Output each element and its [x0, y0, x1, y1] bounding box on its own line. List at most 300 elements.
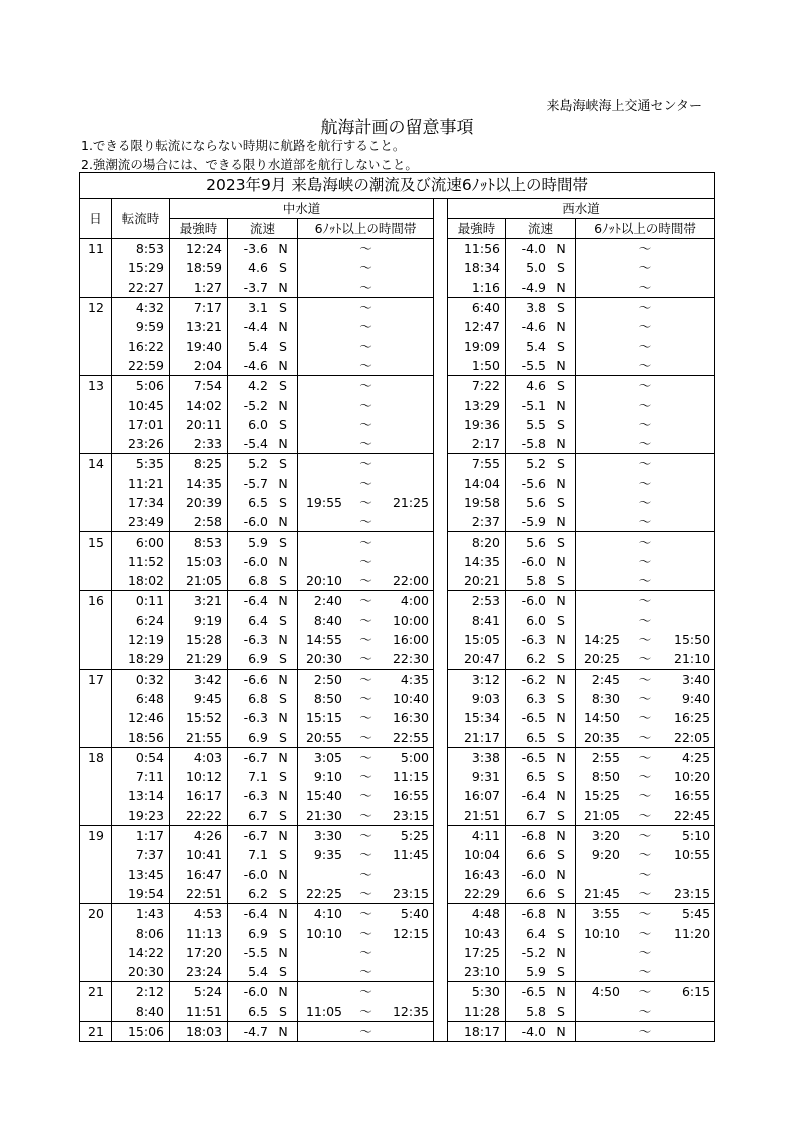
tilde-mark: ～	[359, 847, 372, 863]
column-gap	[434, 649, 448, 669]
naka-direction: N	[278, 475, 288, 491]
nishi-max-time-cell: 14:04	[448, 474, 506, 493]
naka-max-time-cell: 20:39	[170, 493, 228, 512]
turn-time-cell: 20:30	[112, 962, 170, 982]
naka-max-time-cell: 15:28	[170, 630, 228, 649]
tilde-mark: ～	[638, 514, 652, 530]
naka-window-to: 5:25	[400, 828, 429, 844]
table-title: 2023年9月 来島海峡の潮流及び流速6ﾉｯﾄ以上の時間帯	[80, 173, 715, 199]
turn-time-cell: 1:43	[112, 904, 170, 924]
naka-speed-value: -5.2	[243, 397, 268, 413]
naka-max-time-cell: 21:55	[170, 727, 228, 747]
nishi-speed-cell	[506, 962, 576, 982]
naka-speed-cell	[228, 356, 298, 376]
turn-time-cell: 10:45	[112, 395, 170, 414]
table-row	[80, 727, 715, 747]
naka-max-time-cell: 22:22	[170, 806, 228, 826]
nishi-window-cell	[576, 1002, 715, 1022]
nishi-direction: N	[556, 749, 566, 765]
day-cell: 15	[80, 532, 112, 552]
naka-max-time-cell: 19:40	[170, 336, 228, 355]
tilde-mark: ～	[359, 436, 372, 452]
naka-max-time-cell: 4:03	[170, 747, 228, 767]
nishi-window-cell	[576, 395, 715, 414]
nishi-window-from: 21:05	[583, 807, 620, 823]
nishi-max-time-cell: 15:05	[448, 630, 506, 649]
nishi-direction: N	[556, 397, 566, 413]
naka-window-to: 22:55	[392, 729, 429, 745]
nishi-window-to: 10:20	[674, 769, 711, 785]
naka-speed-value: 3.1	[248, 300, 268, 316]
table-row	[80, 767, 715, 786]
naka-speed-value: -6.7	[243, 828, 268, 844]
tilde-mark: ～	[638, 710, 652, 726]
day-cell	[80, 336, 112, 355]
turn-time-cell: 13:14	[112, 786, 170, 805]
nishi-speed-value: 6.6	[526, 885, 546, 901]
nishi-window-from: 20:35	[583, 729, 620, 745]
column-gap	[434, 258, 448, 277]
naka-speed-value: -6.3	[243, 788, 268, 804]
naka-window-to: 23:15	[392, 807, 429, 823]
naka-direction: N	[278, 828, 288, 844]
naka-direction: N	[278, 436, 288, 452]
turn-time-cell: 19:23	[112, 806, 170, 826]
nishi-speed-value: 6.4	[526, 925, 546, 941]
naka-speed-value: -5.4	[243, 436, 268, 452]
organization-name: 来島海峡海上交通センター	[546, 99, 702, 114]
table-row	[80, 532, 715, 552]
nishi-max-time-cell: 22:29	[448, 884, 506, 904]
naka-speed-value: 6.9	[248, 729, 268, 745]
turn-time-cell: 5:35	[112, 454, 170, 474]
table-row	[80, 845, 715, 864]
tilde-mark: ～	[359, 984, 372, 1000]
turn-time-cell: 7:11	[112, 767, 170, 786]
naka-direction: S	[279, 612, 287, 628]
tilde-mark: ～	[359, 690, 372, 706]
nishi-window-from: 4:50	[591, 984, 620, 1000]
naka-direction: S	[279, 925, 287, 941]
naka-speed-value: 5.2	[248, 456, 268, 472]
nishi-speed-cell	[506, 239, 576, 259]
naka-speed-value: -6.4	[243, 906, 268, 922]
nishi-speed-value: 5.9	[526, 964, 546, 980]
nishi-speed-value: 5.8	[526, 573, 546, 589]
naka-max-time-cell: 10:12	[170, 767, 228, 786]
turn-time-cell: 14:22	[112, 943, 170, 962]
table-row	[80, 669, 715, 689]
nishi-speed-cell	[506, 611, 576, 630]
nishi-window-to: 11:20	[674, 925, 711, 941]
naka-window-to: 4:35	[400, 671, 429, 687]
tilde-mark: ～	[359, 475, 372, 491]
nishi-direction: N	[556, 828, 566, 844]
tilde-mark: ～	[638, 828, 652, 844]
column-gap	[434, 611, 448, 630]
table-row	[80, 1021, 715, 1041]
tilde-mark: ～	[638, 671, 652, 687]
note-2: 2.強潮流の場合には、できる限り水道部を航行しないこと。	[81, 157, 418, 172]
tilde-mark: ～	[638, 984, 652, 1000]
nishi-direction: S	[557, 651, 565, 667]
nishi-speed-value: 6.5	[526, 769, 546, 785]
nishi-direction: N	[556, 984, 566, 1000]
naka-window-from: 9:35	[313, 847, 342, 863]
nishi-speed-value: 5.8	[526, 1003, 546, 1019]
nishi-speed-value: -4.0	[521, 241, 546, 257]
table-row	[80, 943, 715, 962]
day-cell	[80, 923, 112, 942]
naka-max-time-cell: 14:02	[170, 395, 228, 414]
tilde-mark: ～	[638, 593, 652, 609]
nishi-speed-value: 5.6	[526, 534, 546, 550]
tilde-mark: ～	[359, 456, 372, 472]
nishi-window-cell	[576, 512, 715, 532]
tilde-mark: ～	[359, 338, 372, 354]
tilde-mark: ～	[638, 729, 652, 745]
naka-direction: S	[279, 378, 287, 394]
naka-speed-value: -5.5	[243, 944, 268, 960]
naka-window-cell	[298, 591, 434, 611]
column-gap	[434, 552, 448, 571]
tilde-mark: ～	[638, 553, 652, 569]
tilde-mark: ～	[359, 1024, 372, 1040]
day-cell: 13	[80, 376, 112, 396]
nishi-speed-value: -6.5	[521, 984, 546, 1000]
day-cell: 12	[80, 297, 112, 317]
naka-max-time-cell: 11:51	[170, 1002, 228, 1022]
nishi-speed-value: -6.5	[521, 749, 546, 765]
turn-time-cell: 15:06	[112, 1021, 170, 1041]
naka-window-cell	[298, 708, 434, 727]
tilde-mark: ～	[638, 534, 652, 550]
nishi-direction: S	[557, 495, 565, 510]
nishi-direction: S	[557, 573, 565, 589]
nishi-speed-cell	[506, 571, 576, 591]
turn-time-cell: 17:01	[112, 415, 170, 434]
naka-speed-cell	[228, 591, 298, 611]
naka-window-cell	[298, 806, 434, 826]
nishi-speed-value: -6.4	[521, 788, 546, 804]
naka-direction: N	[278, 279, 288, 295]
naka-speed-cell	[228, 376, 298, 396]
nishi-max-time-cell: 2:17	[448, 434, 506, 454]
tilde-mark: ～	[359, 260, 372, 276]
nishi-window-from: 21:45	[583, 885, 620, 901]
nishi-speed-cell	[506, 747, 576, 767]
tilde-mark: ～	[359, 925, 372, 941]
nishi-speed-value: -5.9	[521, 514, 546, 530]
nishi-window-cell	[576, 649, 715, 669]
tilde-mark: ～	[359, 729, 372, 745]
tilde-mark: ～	[638, 749, 652, 765]
naka-direction: S	[279, 651, 287, 667]
naka-speed-cell	[228, 297, 298, 317]
header-turn: 転流時	[112, 199, 170, 239]
day-cell	[80, 962, 112, 982]
naka-window-cell	[298, 962, 434, 982]
nishi-max-time-cell: 7:22	[448, 376, 506, 396]
table-row	[80, 395, 715, 414]
nishi-speed-cell	[506, 884, 576, 904]
nishi-max-time-cell: 8:20	[448, 532, 506, 552]
nishi-direction: N	[556, 319, 566, 335]
turn-time-cell: 7:37	[112, 845, 170, 864]
nishi-speed-cell	[506, 689, 576, 708]
naka-speed-value: 6.8	[248, 690, 268, 706]
naka-window-cell	[298, 474, 434, 493]
nishi-direction: S	[557, 847, 565, 863]
nishi-direction: N	[556, 514, 566, 530]
turn-time-cell: 0:11	[112, 591, 170, 611]
tilde-mark: ～	[359, 357, 372, 373]
column-gap	[434, 1002, 448, 1022]
nishi-speed-cell	[506, 395, 576, 414]
tilde-mark: ～	[359, 788, 372, 804]
naka-window-cell	[298, 923, 434, 942]
table-row	[80, 923, 715, 942]
tilde-mark: ～	[359, 378, 372, 394]
naka-max-time-cell: 21:29	[170, 649, 228, 669]
nishi-speed-value: -6.8	[521, 828, 546, 844]
nishi-window-cell	[576, 943, 715, 962]
day-cell	[80, 434, 112, 454]
table-row	[80, 415, 715, 434]
tilde-mark: ～	[359, 514, 372, 530]
table-row	[80, 434, 715, 454]
naka-window-from: 2:40	[313, 593, 342, 609]
column-gap	[434, 884, 448, 904]
column-gap	[434, 767, 448, 786]
naka-window-cell	[298, 1002, 434, 1022]
turn-time-cell: 18:56	[112, 727, 170, 747]
day-cell: 17	[80, 669, 112, 689]
tilde-mark: ～	[638, 475, 652, 491]
nishi-speed-cell	[506, 297, 576, 317]
nishi-direction: S	[557, 807, 565, 823]
nishi-direction: S	[557, 612, 565, 628]
nishi-speed-value: -5.5	[521, 357, 546, 373]
nishi-max-time-cell: 9:03	[448, 689, 506, 708]
nishi-speed-cell	[506, 1021, 576, 1041]
nishi-speed-cell	[506, 825, 576, 845]
nishi-window-cell	[576, 689, 715, 708]
nishi-window-to: 22:05	[674, 729, 711, 745]
naka-window-cell	[298, 943, 434, 962]
day-cell	[80, 884, 112, 904]
column-gap	[434, 630, 448, 649]
nishi-speed-value: 6.2	[526, 651, 546, 667]
tilde-mark: ～	[359, 710, 372, 726]
nishi-speed-cell	[506, 454, 576, 474]
nishi-speed-cell	[506, 767, 576, 786]
turn-time-cell: 8:53	[112, 239, 170, 259]
tilde-mark: ～	[638, 357, 652, 373]
turn-time-cell: 0:32	[112, 669, 170, 689]
naka-max-time-cell: 14:35	[170, 474, 228, 493]
tilde-mark: ～	[359, 885, 372, 901]
nishi-speed-value: 4.6	[526, 378, 546, 394]
nishi-direction: S	[557, 378, 565, 394]
naka-speed-value: -4.4	[243, 319, 268, 335]
naka-speed-cell	[228, 982, 298, 1002]
nishi-window-cell	[576, 786, 715, 805]
day-cell	[80, 611, 112, 630]
naka-direction: N	[278, 593, 288, 609]
nishi-direction: N	[556, 788, 566, 804]
nishi-window-from: 20:25	[583, 651, 620, 667]
nishi-max-time-cell: 11:28	[448, 1002, 506, 1022]
naka-window-cell	[298, 297, 434, 317]
column-gap	[434, 904, 448, 924]
naka-window-from: 9:10	[313, 769, 342, 785]
table-row	[80, 258, 715, 277]
naka-max-time-cell: 18:59	[170, 258, 228, 277]
table-row	[80, 591, 715, 611]
table-row	[80, 825, 715, 845]
nishi-direction: S	[557, 534, 565, 550]
tilde-mark: ～	[359, 495, 372, 510]
turn-time-cell: 8:40	[112, 1002, 170, 1022]
nishi-window-cell	[576, 336, 715, 355]
nishi-window-cell	[576, 278, 715, 298]
naka-max-time-cell: 17:20	[170, 943, 228, 962]
nishi-speed-value: -6.8	[521, 906, 546, 922]
day-cell: 11	[80, 239, 112, 259]
day-cell	[80, 943, 112, 962]
naka-max-time-cell: 15:52	[170, 708, 228, 727]
naka-speed-cell	[228, 454, 298, 474]
naka-max-time-cell: 2:33	[170, 434, 228, 454]
nishi-speed-cell	[506, 356, 576, 376]
nishi-speed-cell	[506, 258, 576, 277]
naka-window-from: 20:55	[305, 729, 342, 745]
nishi-direction: S	[557, 925, 565, 941]
naka-direction: N	[278, 710, 288, 726]
nishi-window-cell	[576, 708, 715, 727]
turn-time-cell: 11:52	[112, 552, 170, 571]
day-cell	[80, 689, 112, 708]
turn-time-cell: 9:59	[112, 317, 170, 336]
naka-window-cell	[298, 904, 434, 924]
naka-window-from: 8:40	[313, 612, 342, 628]
day-cell	[80, 395, 112, 414]
naka-speed-value: 6.5	[248, 1003, 268, 1019]
nishi-speed-value: 6.3	[526, 690, 546, 706]
nishi-speed-value: -6.5	[521, 710, 546, 726]
column-gap	[434, 962, 448, 982]
day-cell	[80, 1002, 112, 1022]
turn-time-cell: 6:00	[112, 532, 170, 552]
naka-max-time-cell: 8:53	[170, 532, 228, 552]
naka-window-from: 19:55	[305, 495, 342, 510]
nishi-max-time-cell: 1:16	[448, 278, 506, 298]
turn-time-cell: 22:27	[112, 278, 170, 298]
nishi-direction: N	[556, 357, 566, 373]
naka-window-cell	[298, 258, 434, 277]
nishi-window-cell	[576, 845, 715, 864]
nishi-max-time-cell: 11:56	[448, 239, 506, 259]
tilde-mark: ～	[638, 378, 652, 394]
day-cell	[80, 786, 112, 805]
naka-speed-value: 5.4	[248, 338, 268, 354]
nishi-direction: N	[556, 241, 566, 257]
naka-speed-value: 4.2	[248, 378, 268, 394]
naka-window-to: 12:35	[392, 1003, 429, 1019]
naka-speed-cell	[228, 884, 298, 904]
nishi-speed-cell	[506, 865, 576, 884]
day-cell	[80, 806, 112, 826]
naka-window-cell	[298, 747, 434, 767]
nishi-direction: S	[557, 690, 565, 706]
tilde-mark: ～	[638, 338, 652, 354]
table-row	[80, 630, 715, 649]
nishi-max-time-cell: 9:31	[448, 767, 506, 786]
nishi-max-time-cell: 21:17	[448, 727, 506, 747]
naka-window-cell	[298, 239, 434, 259]
nishi-max-time-cell: 12:47	[448, 317, 506, 336]
nishi-speed-cell	[506, 512, 576, 532]
naka-window-cell	[298, 336, 434, 355]
naka-speed-cell	[228, 747, 298, 767]
nishi-window-cell	[576, 474, 715, 493]
naka-direction: S	[279, 534, 287, 550]
header-nishi-max: 最強時	[448, 219, 506, 239]
nishi-window-to: 9:40	[681, 690, 711, 706]
naka-direction: S	[279, 573, 287, 589]
nishi-window-cell	[576, 532, 715, 552]
tilde-mark: ～	[359, 964, 372, 980]
table-row	[80, 962, 715, 982]
nishi-speed-value: -5.6	[521, 475, 546, 491]
naka-direction: N	[278, 866, 288, 882]
header-nishi-suido: 西水道	[448, 199, 715, 219]
naka-window-cell	[298, 649, 434, 669]
day-cell	[80, 708, 112, 727]
nishi-speed-value: 3.8	[526, 300, 546, 316]
table-row	[80, 689, 715, 708]
naka-speed-cell	[228, 708, 298, 727]
nishi-window-cell	[576, 962, 715, 982]
naka-window-cell	[298, 552, 434, 571]
naka-max-time-cell: 16:47	[170, 865, 228, 884]
nishi-direction: N	[556, 906, 566, 922]
naka-speed-cell	[228, 669, 298, 689]
nishi-speed-cell	[506, 904, 576, 924]
nishi-speed-value: 6.7	[526, 807, 546, 823]
naka-speed-cell	[228, 415, 298, 434]
naka-window-to: 22:30	[392, 651, 429, 667]
nishi-window-cell	[576, 865, 715, 884]
table-row	[80, 297, 715, 317]
naka-direction: N	[278, 397, 288, 413]
nishi-max-time-cell: 13:29	[448, 395, 506, 414]
table-row	[80, 884, 715, 904]
column-gap	[434, 786, 448, 805]
table-row	[80, 512, 715, 532]
day-cell	[80, 415, 112, 434]
naka-direction: S	[279, 847, 287, 863]
nishi-speed-cell	[506, 317, 576, 336]
tilde-mark: ～	[638, 906, 652, 922]
nishi-speed-cell	[506, 806, 576, 826]
header-naka-suido: 中水道	[170, 199, 434, 219]
nishi-window-cell	[576, 591, 715, 611]
table-row	[80, 806, 715, 826]
table-row	[80, 786, 715, 805]
day-cell	[80, 630, 112, 649]
